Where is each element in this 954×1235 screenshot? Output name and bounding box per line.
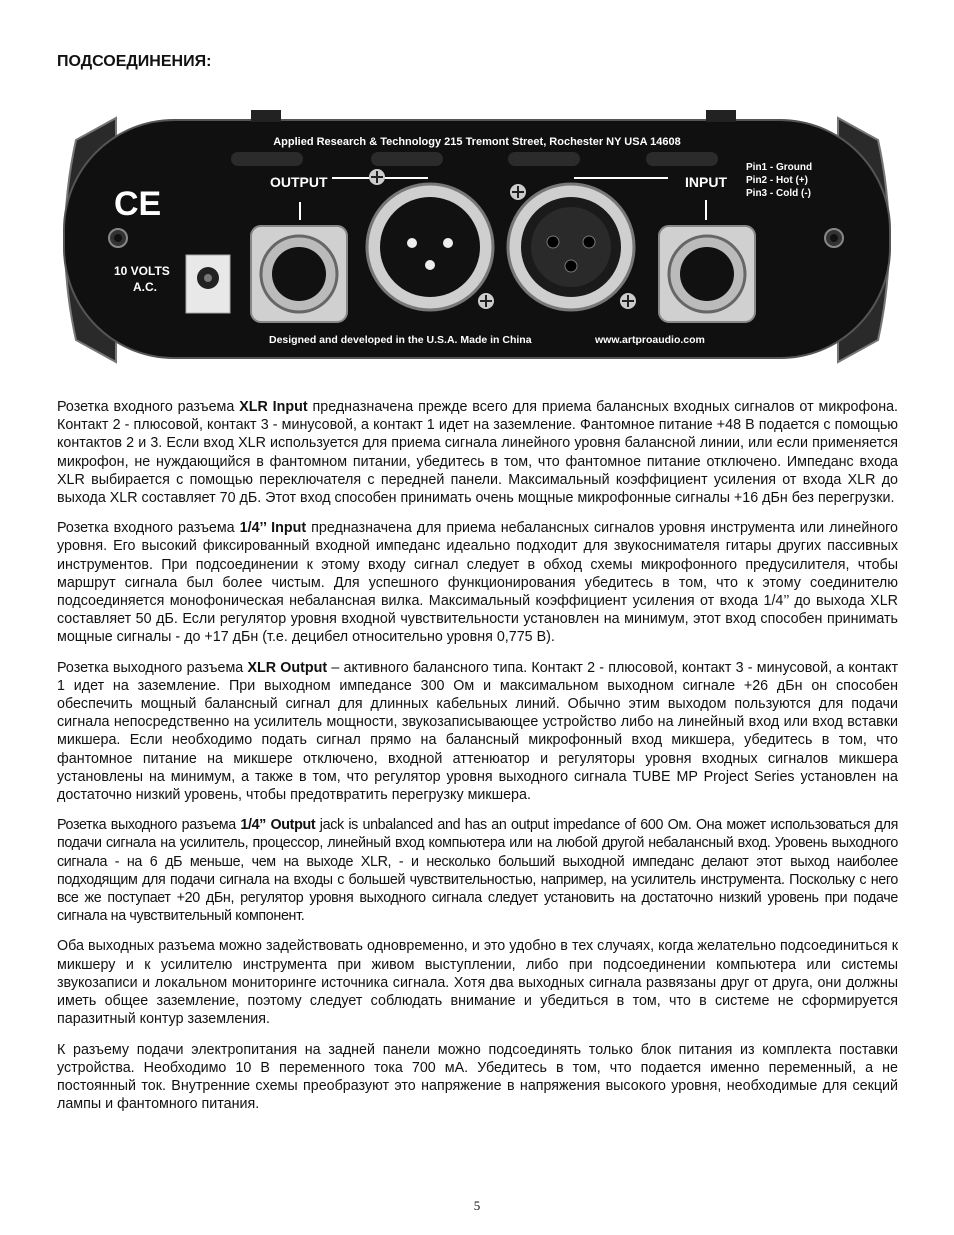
paragraph-text: предназначена для приема небалансных сигналов уровня инструмента или линейного уровня. Его высокий фиксированный входной импеданс идеально подходит для звукоснимателя гитары других пассивных инструментов. При подсоединении к этому входу сигнал следует в обход схемы микрофонного предусилителя, чтобы маршрут сигнала был более чистым. Для успешного функционирования убедитесь в том, что к этому соединителю подсоединяется монофоническая небалансная вилка. Максимальный коэффициент усиления от входа 1/4’’ до выхода XLR составляет 50 дБ. Если регулятор уровня входной чувствительности установлен на минимум, этот вход способен принимать мощные сигналы - до +17 дБн (т.е. децибел относительно уровня 0,775 В). <box>57 520 899 646</box>
quarter-inch-jack-icon <box>251 226 347 322</box>
paragraph-text: Розетка выходного разъема <box>57 659 248 676</box>
paragraph-xlr-output <box>57 659 898 805</box>
power-jack-icon <box>186 255 230 313</box>
screw-icon <box>510 184 526 200</box>
ce-mark: CE <box>114 185 162 223</box>
paragraph-term: 1/4” Output <box>240 817 316 834</box>
screw-icon <box>620 293 636 309</box>
rear-panel-image <box>56 100 898 385</box>
panel-bottom-left-text: Designed and developed in the U.S.A. Made in China <box>269 334 532 346</box>
pin3-label: Pin3 - Cold (-) <box>746 188 811 199</box>
paragraph-text: Розетка входного разъема <box>57 520 240 537</box>
paragraph-text: jack is unbalanced and has an output impedance of 600 Ом. Она может использоваться для подачи сигнала на усилитель, процессор, линейный вход компьютера или на любой другой небалансный вход. Уровень выходного сигнала - на 6 дБ меньше, чем на выходе XLR, - и несколько больший выходной импеданс делают этот выход наиболее подходящим для подачи сигнала на входы с большей чувствительностью, например, на усилитель инструмента. Поскольку с него все же поступает +20 дБн, регулятор уровня выходного сигнала следует установить на достаточно низкий уровень при подаче сигнала на чувствительный компонент. <box>57 817 898 925</box>
paragraph-term: 1/4’’ Input <box>239 520 307 537</box>
screw-icon <box>825 229 843 247</box>
page-number: 5 <box>473 1198 481 1213</box>
paragraph-quarter-input <box>57 519 898 646</box>
paragraph-text: – активного балансного типа. Контакт 2 - плюсовой, контакт 3 - минусовой, а контакт 1 идет на заземление. При выходном импедансе 300 Ом и максимальном выходном сигнале +26 дБн он способен обеспечить мощный балансный сигнал для длинных кабельных линий. Обычно этим выходом пользуются для подачи сигнала непосредственно на усилитель мощности, звукозаписывающее устройство либо на линейный вход или вход вставки микшера. Если необходимо подать сигнал прямо на балансный микрофонный вход микшера, убедитесь в том, что фантомное питание на микшере отключено, входной аттенюатор и регуляторы уровня входных сигналов микшера установлены на минимум, а также в том, что регулятор уровня выходного сигнала TUBE MP Project Series установлен на достаточно низкий уровень, чтобы предотвратить перегрузку микшера. <box>57 659 898 804</box>
screw-icon <box>109 229 127 247</box>
paragraph-text: предназначена прежде всего для приема балансных входных сигналов от микрофона. Контакт 2 - плюсовой, контакт 3 - минусовой, а контакт 1 идет на заземление. Фантомное питание +48 В подается с помощью контактов 2 и 3. Если вход XLR используется для приема сигнала линейного уровня балансной линии, или если применяется микрофон, не нуждающийся в фантомном питании, убедитесь в том, что фантомное питание отключено. Импеданс входа XLR выбирается с помощью переключателя с передней панели. Максимальный коэффициент усиления от входа XLR до выхода XLR составляет 70 дБ. Этот вход способен принимать очень мощные микрофонные сигналы +16 дБн без перегрузки. <box>57 399 899 507</box>
power-label-line2: A.C. <box>133 280 157 294</box>
paragraph-quarter-output <box>57 816 898 925</box>
paragraph-text: К разъему подачи электропитания на задней панели можно подсоединять только блок питания из комплекта поставки устройства. Необходимо 10 В переменного тока 700 мА. Убедитесь в том, что подается именно переменный, а не постоянный ток. Внутренние схемы преобразуют это напряжение в напряжения высокого уровня, необходимые для секций лампы и фантомного питания. <box>57 1041 898 1113</box>
panel-bottom-right-text: www.artproaudio.com <box>595 334 705 346</box>
page-heading: ПОДСОЕДИНЕНИЯ: <box>57 53 212 70</box>
body-text <box>57 398 898 1125</box>
screw-icon <box>369 169 385 185</box>
quarter-inch-jack-icon <box>659 226 755 322</box>
paragraph-text: Розетка входного разъема <box>57 399 240 415</box>
paragraph-text: Оба выходных разъема можно задействовать одновременно, и это удобно в тех случаях, когда желательно подсоединиться к микшеру и к усилителю инструмента при живом выступлении, либо при подсоединении компьютера или системы звукозаписи и локальном мониторинге источника сигнала. Хотя два выходных сигнала развязаны друг от друга, они должны иметь общее заземление, поэтому следует соблюдать внимание и убедиться в том, что в системе не сформируется паразитный контур заземления. <box>57 938 898 1028</box>
paragraph-xlr-input <box>57 398 898 507</box>
paragraph-term: XLR Output <box>247 659 328 676</box>
paragraph-both-outputs <box>57 937 898 1028</box>
paragraph-text: Розетка выходного разъема <box>57 817 241 834</box>
xlr-female-icon <box>508 184 634 310</box>
input-label: INPUT <box>685 174 727 190</box>
pin2-label: Pin2 - Hot (+) <box>746 175 808 186</box>
paragraph-power <box>57 1041 898 1114</box>
screw-icon <box>478 293 494 309</box>
paragraph-term: XLR Input <box>239 399 308 415</box>
output-label: OUTPUT <box>270 174 328 190</box>
power-label-line1: 10 VOLTS <box>114 264 170 278</box>
pin1-label: Pin1 - Ground <box>746 162 813 173</box>
panel-top-text: Applied Research & Technology 215 Tremont Street, Rochester NY USA 14608 <box>273 136 681 148</box>
xlr-male-icon <box>367 184 493 310</box>
